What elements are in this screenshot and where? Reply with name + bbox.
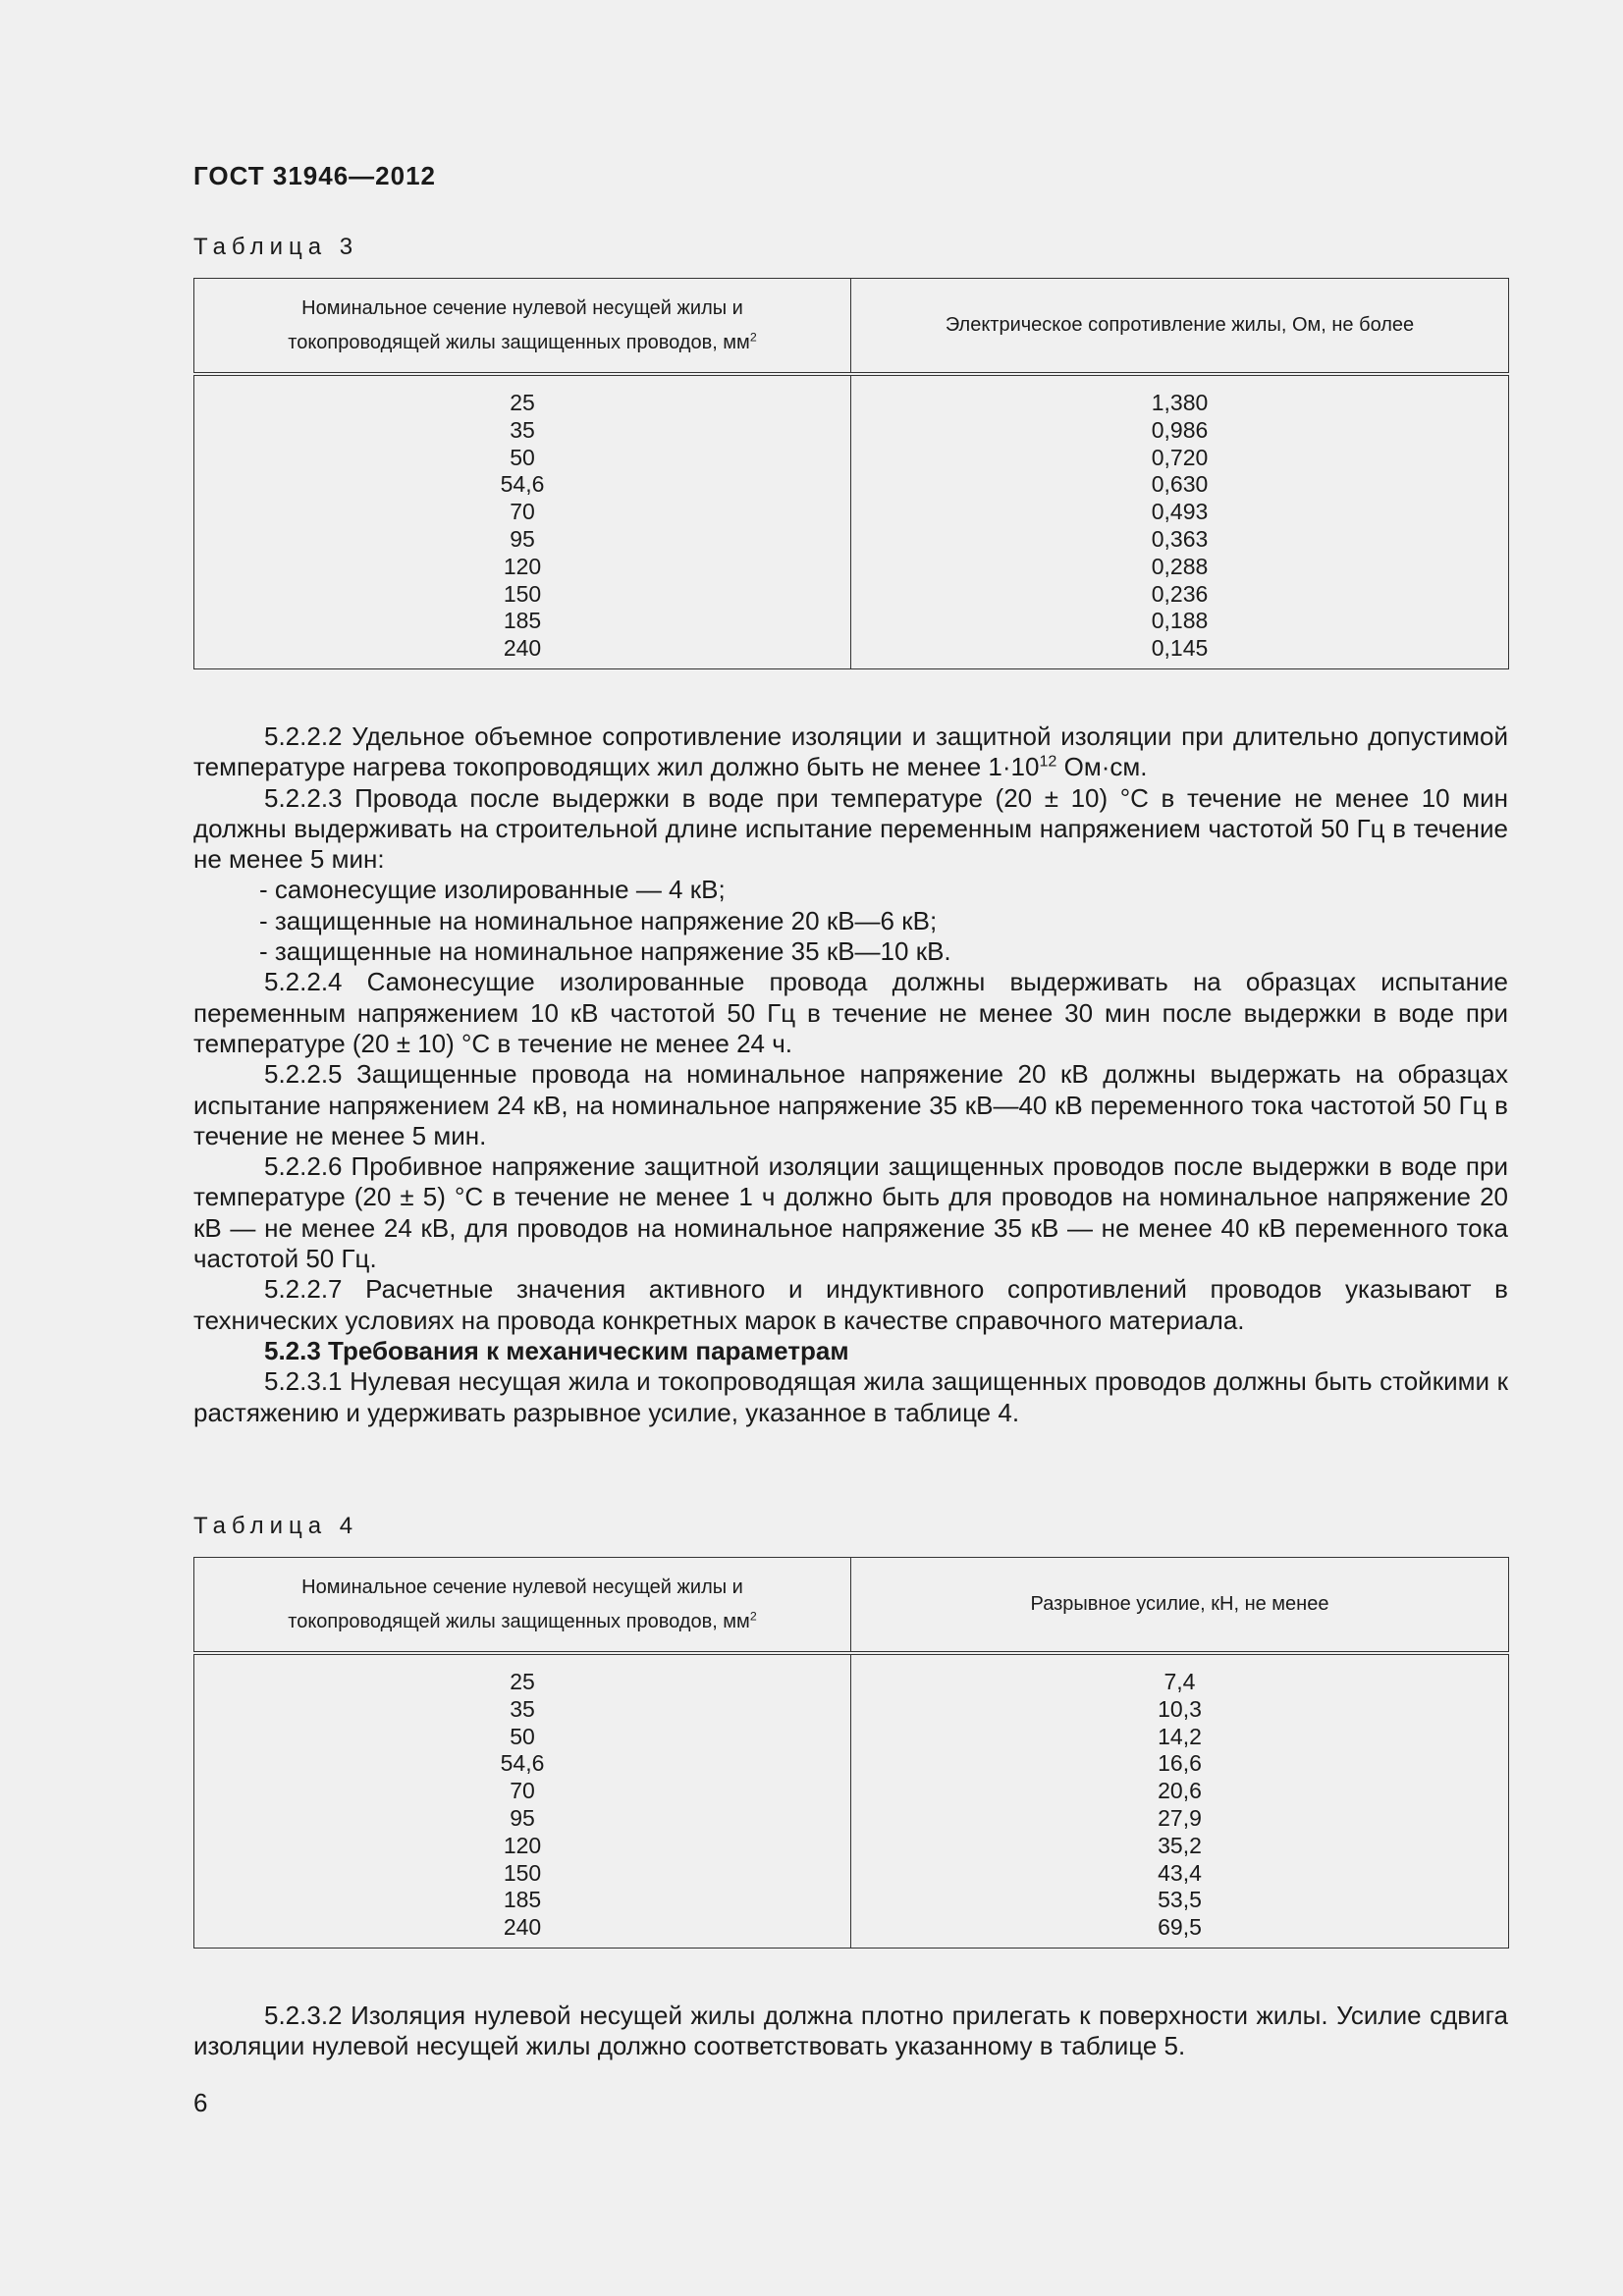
table-row: 240 69,5 bbox=[194, 1914, 1509, 1948]
table4-header-row bbox=[194, 1558, 1509, 1654]
table4-caption: Таблица 4 bbox=[193, 1513, 359, 1539]
table-row: 95 0,363 bbox=[194, 526, 1509, 554]
table4-col1-header: Номинальное сечение нулевой несущей жилы и токопроводящей жилы защищенных проводов, $мм^2$ bbox=[194, 1558, 851, 1654]
table-row: 240 0,145 bbox=[194, 635, 1509, 668]
page-number: 6 bbox=[193, 2088, 208, 2117]
paragraph-5-2-3-2: 5.2.3.2 Изоляция нулевой несущей жилы должна плотно прилегать к поверхности жилы. Усилие сдвига изоляции нулевой несущей жилы должно соответствовать указанному в таблице 5. bbox=[193, 2001, 1508, 2061]
list-item: - защищенные на номинальное напряжение 35 кВ—10 кВ. bbox=[259, 936, 951, 967]
table-row: 25 1,380 bbox=[194, 374, 1509, 417]
paragraph-5-2-2-4: 5.2.2.4 Самонесущие изолированные провода должны выдерживать на образцах испытание переменным напряжением 10 кВ частотой 50 Гц в течение не менее 30 мин после выдержки в воде при температуре (20 ± 10) °С в течение не менее 24 ч. bbox=[193, 967, 1508, 1058]
section-heading-5-2-3: 5.2.3 Требования к механическим параметрам bbox=[264, 1335, 849, 1365]
text-block-2 bbox=[193, 2001, 1508, 2062]
table-row: 35 0,986 bbox=[194, 417, 1509, 445]
text-block-1 bbox=[193, 721, 1508, 1428]
table3-header-row bbox=[194, 279, 1509, 375]
table-row: 150 43,4 bbox=[194, 1860, 1509, 1888]
table3-caption: Таблица 3 bbox=[193, 234, 359, 260]
table-row: 54,6 0,630 bbox=[194, 471, 1509, 499]
list-item: - защищенные на номинальное напряжение 20 кВ—6 кВ; bbox=[259, 905, 938, 935]
table-row: 120 0,288 bbox=[194, 554, 1509, 581]
table3 bbox=[193, 278, 1509, 669]
table3-col1-header: Номинальное сечение нулевой несущей жилы и токопроводящей жилы защищенных проводов, $мм^2$ bbox=[194, 279, 851, 375]
document-header: ГОСТ 31946—2012 bbox=[193, 161, 436, 190]
table-row: 50 14,2 bbox=[194, 1724, 1509, 1751]
table-row: 50 0,720 bbox=[194, 445, 1509, 472]
paragraph-5-2-3-1: 5.2.3.1 Нулевая несущая жила и токопроводящая жила защищенных проводов должны быть стойкими к растяжению и удерживать разрывное усилие, указанное в таблице 4. bbox=[193, 1366, 1508, 1427]
table4 bbox=[193, 1557, 1509, 1949]
table-row: 70 0,493 bbox=[194, 499, 1509, 526]
list-item: - самонесущие изолированные — 4 кВ; bbox=[259, 875, 726, 905]
table-row: 185 53,5 bbox=[194, 1887, 1509, 1914]
paragraph-5-2-2-5: 5.2.2.5 Защищенные провода на номинальное напряжение 20 кВ должны выдержать на образцах испытание напряжением 24 кВ, на номинальное напряжение 35 кВ—40 кВ переменного тока частотой 50 Гц в течение не менее 5 мин. bbox=[193, 1059, 1508, 1150]
paragraph-5-2-2-6: 5.2.2.6 Пробивное напряжение защитной изоляции защищенных проводов после выдержки в воде при температуре (20 ± 5) °С в течение не менее 1 ч должно быть для проводов на номинальное напряжение 20 кВ — не менее 24 кВ, для проводов на номинальное напряжение 35 кВ — не менее 40 кВ переменного тока частотой 50 Гц. bbox=[193, 1151, 1508, 1274]
table3-col2-header: Электрическое сопротивление жилы, Ом, не более bbox=[851, 279, 1509, 375]
table4-col2-header: Разрывное усилие, кН, не менее bbox=[851, 1558, 1509, 1654]
table-row: 54,6 16,6 bbox=[194, 1750, 1509, 1778]
paragraph-5-2-2-2: 5.2.2.2 Удельное объемное сопротивление изоляции и защитной изоляции при длительно допустимой температуре нагрева токопроводящих жил должно быть не менее $1\cdot 10^{12}$ Ом·см. bbox=[193, 721, 1508, 782]
table-row: 25 7,4 bbox=[194, 1653, 1509, 1696]
table-row: 150 0,236 bbox=[194, 581, 1509, 609]
table-row: 70 20,6 bbox=[194, 1778, 1509, 1805]
paragraph-5-2-2-7: 5.2.2.7 Расчетные значения активного и индуктивного сопротивлений проводов указывают в технических условиях на провода конкретных марок в качестве справочного материала. bbox=[193, 1274, 1508, 1335]
table-row: 185 0,188 bbox=[194, 608, 1509, 635]
table-row: 95 27,9 bbox=[194, 1805, 1509, 1833]
paragraph-5-2-2-3: 5.2.2.3 Провода после выдержки в воде при температуре (20 ± 10) °С в течение не менее 10 мин должны выдерживать на строительной длине испытание переменным напряжением частотой 50 Гц в течение не менее 5 мин: bbox=[193, 782, 1508, 875]
table-row: 120 35,2 bbox=[194, 1833, 1509, 1860]
table-row: 35 10,3 bbox=[194, 1696, 1509, 1724]
